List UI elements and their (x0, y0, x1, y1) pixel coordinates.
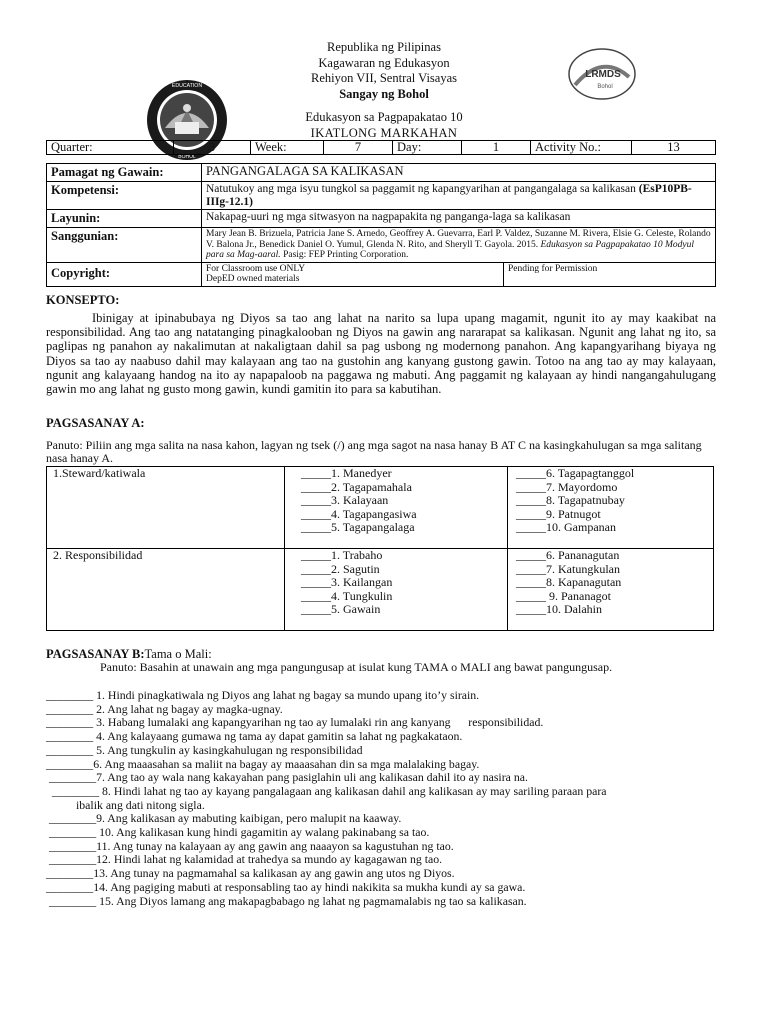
konsepto-heading: KONSEPTO: (46, 293, 120, 307)
activity-value: 13 (632, 141, 716, 155)
term-text: 1.Steward/katiwala (53, 466, 146, 480)
title-label: Pamagat ng Gawain: (47, 164, 202, 182)
tf-item[interactable]: ________14. Ang pagiging mabuti at responsabling tao ay hindi nakikita sa mukha kundi ay sa gawa. (46, 879, 526, 894)
quarter-value: 3 (174, 141, 251, 155)
activity-title: PANGANGALAGA SA KALIKASAN (202, 164, 716, 182)
competency-code: (EsP10PB-IIIg-12.1) (206, 183, 692, 208)
choice-item[interactable]: _____2. Sagutin (301, 561, 380, 576)
matching-row (47, 467, 714, 549)
choice-item[interactable]: _____9. Patnugot (516, 506, 601, 521)
svg-text:LRMDS: LRMDS (585, 69, 621, 80)
svg-text:BOHOL: BOHOL (178, 154, 196, 160)
week-label: Week: (251, 141, 324, 155)
term-cell (47, 467, 285, 549)
day-label: Day: (393, 141, 462, 155)
matching-table (46, 466, 714, 631)
tf-item[interactable]: ________ 5. Ang tungkulin ay kasingkahulugan ng responsibilidad (46, 742, 363, 757)
choice-item[interactable]: _____7. Katungkulan (516, 561, 620, 576)
choice-item[interactable]: _____ 9. Pananagot (516, 588, 611, 603)
competency-cell (202, 182, 716, 210)
choice-item[interactable]: _____3. Kalayaan (301, 493, 389, 508)
tf-item[interactable]: ________ 10. Ang kalikasan kung hindi gagamitin ay walang pakinabang sa tao. (46, 825, 430, 840)
competency-label: Kompetensi: (47, 182, 202, 210)
quarter-title: IKATLONG MARKAHAN (310, 125, 458, 140)
choice-item[interactable]: _____1. Trabaho (301, 548, 383, 562)
tf-item[interactable]: ________11. Ang tunay na kalayaan ay ang gawin ang naaayon sa kagustuhan ng tao. (46, 838, 454, 853)
pagsasanay-b-directions: Panuto: Basahin at unawain ang mga pangungusap at isulat kung TAMA o MALI ang bawat pangungusap. (100, 660, 613, 674)
source-cell (202, 228, 716, 263)
copyright-label: Copyright: (47, 262, 202, 286)
pagsasanay-b-subheading: Tama o Mali: (144, 647, 212, 661)
tf-item[interactable]: ________ 1. Hindi pinagkatiwala ng Diyos ang lahat ng bagay sa mundo upang ito’y sirain. (46, 688, 480, 702)
tf-item[interactable]: ________ 4. Ang kalayaang gumawa ng tama ay dapat gamitin sa lahat ng pagkakataon. (46, 729, 463, 744)
region-line: Rehiyon VII, Sentral Visayas (311, 71, 457, 85)
svg-text:Bohol: Bohol (597, 84, 613, 90)
choice-item[interactable]: _____6. Pananagutan (516, 548, 620, 562)
tf-item[interactable]: ________13. Ang tunay na pagmamahal sa kalikasan ay ang gawin ang utos ng Diyos. (46, 866, 455, 881)
choice-item[interactable]: _____5. Gawain (301, 602, 381, 617)
copyright-line-1: For Classroom use ONLY (206, 263, 306, 274)
choice-item[interactable]: _____8. Tagapatnubay (516, 493, 625, 508)
matching-row (47, 549, 714, 631)
republic-line: Republika ng Pilipinas (327, 40, 441, 54)
copyright-line-2: DepED owned materials (206, 274, 300, 284)
svg-text:EDUCATION: EDUCATION (171, 83, 203, 89)
choice-item[interactable]: _____10. Gampanan (516, 520, 616, 535)
choice-item[interactable]: _____4. Tagapangasiwa (301, 506, 417, 521)
tf-item[interactable]: ________6. Ang maaasahan sa maliit na bagay ay maaasahan din sa mga malalaking bagay. (46, 756, 480, 771)
choices-b-cell (285, 467, 508, 549)
quarter-label: Quarter: (47, 141, 174, 155)
choice-item[interactable]: _____5. Tagapangalaga (301, 520, 415, 535)
choice-item[interactable]: _____1. Manedyer (301, 466, 392, 480)
document-header (0, 40, 768, 141)
source-label: Sanggunian: (47, 228, 202, 263)
source-title: Edukasyon sa Pagpapakatao 10 Modyul para sa Mag-aaral. (206, 239, 695, 260)
true-false-list (46, 689, 726, 908)
source-publisher: Pasig: FEP Printing Corporation. (283, 250, 409, 260)
tf-item[interactable]: ________ 15. Ang Diyos lamang ang makapagbabago ng lahat ng pagmamalabis ng tao sa kalikasan. (46, 893, 527, 908)
choice-item[interactable]: _____3. Kailangan (301, 575, 393, 590)
pagsasanay-a-directions: Panuto: Piliin ang mga salita na nasa kahon, lagyan ng tsek (/) ang mga sagot na nasa hanay B AT C na kasingkahulugan sa mga salitang nasa hanay A. (46, 438, 702, 465)
tf-item[interactable]: ________ 8. Hindi lahat ng tao ay kayang pangalagaan ang kalikasan dahil ang kalikasan ay may sariling paraan para (46, 783, 607, 798)
copyright-status: Pending for Permission (504, 262, 716, 286)
day-value: 1 (462, 141, 531, 155)
subject-line: Edukasyon sa Pagpapakatao 10 (305, 110, 463, 124)
department-line: Kagawaran ng Edukasyon (318, 55, 450, 70)
tf-item[interactable]: ________9. Ang kalikasan ay mabuting kaibigan, pero malupit na kaaway. (46, 811, 402, 826)
term-text: 2. Responsibilidad (53, 548, 143, 562)
tf-item-continuation: ibalik ang dati nitong sigla. (76, 797, 205, 812)
choice-item[interactable]: _____2. Tagapamahala (301, 479, 412, 494)
week-value: 7 (324, 141, 393, 155)
tf-item[interactable]: ________12. Hindi lahat ng kalamidad at trahedya sa mundo ay kagagawan ng tao. (46, 852, 443, 867)
tf-item[interactable]: ________7. Ang tao ay wala nang kakayahan pang pasiglahin uli ang kalikasan dahil ito ay nasira na. (46, 770, 528, 785)
activity-label: Activity No.: (531, 141, 632, 155)
choices-c-cell (508, 549, 714, 631)
competency-text: Natutukoy ang mga isyu tungkol sa paggamit ng kapangyarihan at pangangalaga sa kalikasan (206, 183, 636, 195)
objective-label: Layunin: (47, 210, 202, 228)
choice-item[interactable]: _____6. Tagapagtanggol (516, 466, 635, 480)
choices-c-cell (508, 467, 714, 549)
pagsasanay-a-heading: PAGSASANAY A: (46, 416, 145, 430)
activity-info-table (46, 163, 716, 287)
choices-b-cell (285, 549, 508, 631)
tf-item[interactable]: ________ 2. Ang lahat ng bagay ay magka-ugnay. (46, 701, 283, 716)
schedule-bar (46, 140, 716, 155)
source-authors: Mary Jean B. Brizuela, Patricia Jane S. Arnedo, Geoffrey A. Guevarra, Earl P. Valdez, Suzanne M. Rivera, Elsie G. Celeste, Rolando V. Balona Jr., Benedick Daniel O. Yumul, Glenda N. Rito, and Sheryll T. Gayola. 2015. (206, 229, 711, 250)
choice-item[interactable]: _____8. Kapanagutan (516, 575, 622, 590)
choice-item[interactable]: _____7. Mayordomo (516, 479, 618, 494)
tf-item[interactable]: ________ 3. Habang lumalaki ang kapangyarihan ng tao ay lumalaki rin ang kanyang responsibilidad. (46, 715, 544, 730)
objective-text: Nakapag-uuri ng mga sitwasyon na nagpapakita ng panganga-laga sa kalikasan (202, 210, 716, 228)
pagsasanay-b-heading: PAGSASANAY B: (46, 647, 145, 661)
konsepto-body (46, 311, 716, 396)
choice-item[interactable]: _____10. Dalahin (516, 602, 602, 617)
copyright-cell (202, 262, 504, 286)
division-line: Sangay ng Bohol (339, 86, 429, 101)
term-cell (47, 549, 285, 631)
konsepto-text: Ibinigay at ipinabubaya ng Diyos sa tao ang lahat na narito sa lupa upang magamit, ngunit ito ay may kaakibat na responsibilidad. Ang tao ang natatanging pinagkalooban ng Diyos na gawin ang nararapat sa kalikasan. Ngunit ang lahat ng ito, sa paglipas ng panahon ay nakalimutan at nakaligtaan dahil sa pag usbong ng modernong panahon. Ang kapangyarihang biyaya ng Diyos sa tao ay naabuso dahil may kalayaan ang tao na gustohin ang kanyang gustong gawin. Totoo na ang tao ay may kalayaan, ngunit ang kalayaang handog na ito ay napapaloob na paggawa ng mabuti. Ang paggamit ng kalayaan ay hindi nangangahulugang gawin mo ang lahat ng gusto mong gawin, kundi gamitin ito para sa kabutihan. (46, 311, 716, 397)
choice-item[interactable]: _____4. Tungkulin (301, 588, 393, 603)
